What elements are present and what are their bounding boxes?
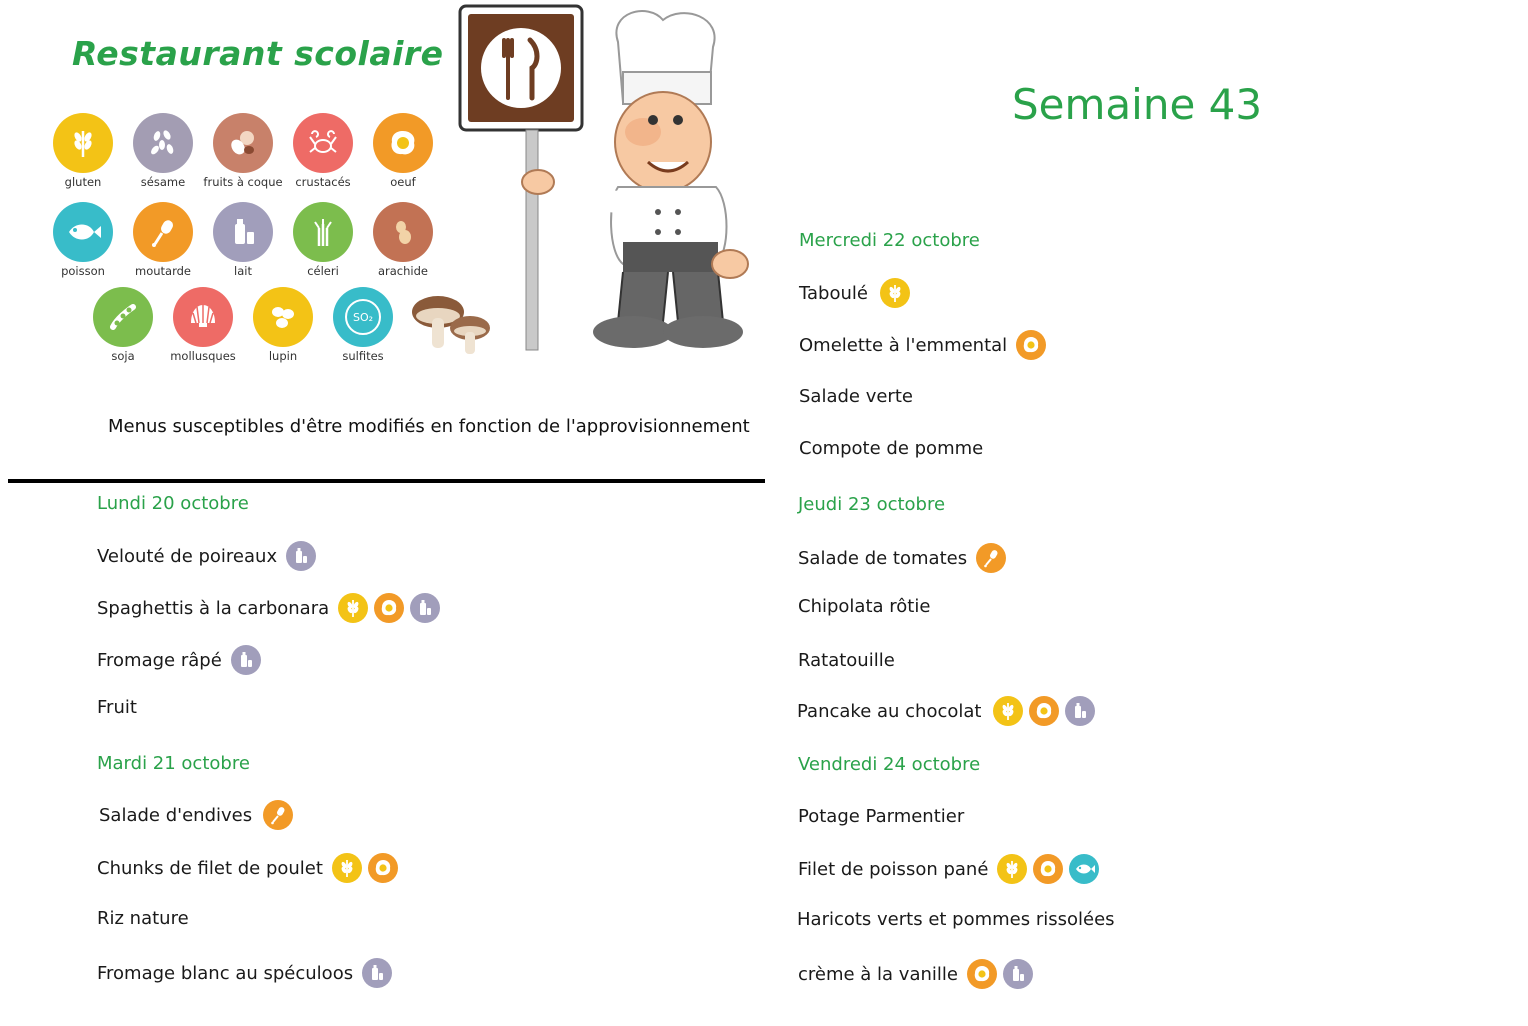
legend-sulfites (323, 287, 403, 363)
legend-sesame (123, 113, 203, 189)
legend-label: moutarde (135, 264, 191, 278)
legend-moutarde (123, 202, 203, 278)
menu-item-name: Fromage râpé (97, 649, 222, 671)
menu-item (798, 596, 930, 617)
menu-item (799, 386, 913, 407)
legend-label: céleri (307, 264, 339, 278)
menu-item (798, 806, 964, 827)
mustard-icon (976, 543, 1006, 573)
legend-lait (203, 202, 283, 278)
menu-item (798, 854, 1099, 884)
legend-soja (83, 287, 163, 363)
peanut-icon (373, 202, 433, 262)
nuts-icon (213, 113, 273, 173)
day-title-vendredi: Vendredi 24 octobre (798, 754, 981, 775)
legend-fruits-a-coque (203, 113, 283, 189)
menu-item (797, 909, 1115, 930)
soy-icon (93, 287, 153, 347)
menu-item-name: Salade d'endives (99, 804, 253, 826)
mustard-icon (263, 800, 293, 830)
fish-icon (53, 202, 113, 262)
milk-icon (1003, 959, 1033, 989)
legend-label: lait (234, 264, 252, 278)
menu-item-name: Riz nature (97, 908, 189, 929)
legend-label: fruits à coque (203, 175, 283, 189)
legend-arachide (363, 202, 443, 278)
shell-icon (173, 287, 233, 347)
crab-icon (293, 113, 353, 173)
menu-item (97, 645, 261, 675)
egg-icon (1016, 330, 1046, 360)
menu-item-name: Omelette à l'emmental (799, 334, 1008, 356)
menu-item-name: Taboulé (799, 282, 868, 304)
menu-item (97, 908, 189, 929)
menu-item-name: Chipolata rôtie (798, 596, 931, 617)
celery-icon (293, 202, 353, 262)
menu-item-name: Fruit (97, 697, 137, 718)
mustard-icon (133, 202, 193, 262)
egg-icon (967, 959, 997, 989)
menu-item (797, 696, 1095, 726)
sulfite-text: SO₂ (345, 299, 381, 335)
chef-illustration (458, 2, 756, 370)
menu-item (97, 958, 392, 988)
menu-item-name: Spaghettis à la carbonara (97, 597, 330, 619)
menu-item-name: Filet de poisson pané (798, 858, 989, 880)
legend-label: crustacés (295, 175, 351, 189)
legend-label: soja (111, 349, 135, 363)
menu-item (799, 278, 910, 308)
legend-label: mollusques (170, 349, 236, 363)
day-title-mercredi: Mercredi 22 octobre (799, 230, 980, 251)
legend-label: sulfites (342, 349, 384, 363)
egg-icon (368, 853, 398, 883)
wheat-icon (997, 854, 1027, 884)
day-title-lundi: Lundi 20 octobre (97, 493, 249, 514)
menu-item (97, 853, 398, 883)
day-title-mardi: Mardi 21 octobre (97, 753, 250, 774)
legend-label: arachide (377, 264, 428, 278)
menu-item-name: Pancake au chocolat (797, 700, 982, 722)
egg-icon (373, 113, 433, 173)
menu-item (97, 593, 440, 623)
menu-item-name: Velouté de poireaux (97, 545, 278, 567)
menu-item-name: Salade de tomates (798, 547, 968, 569)
menu-item (798, 959, 1033, 989)
menu-item-name: Chunks de filet de poulet (97, 857, 323, 879)
wheat-icon (332, 853, 362, 883)
day-title-jeudi: Jeudi 23 octobre (798, 494, 946, 515)
menu-item (799, 330, 1046, 360)
milk-icon (231, 645, 261, 675)
legend-poisson (43, 202, 123, 278)
milk-icon (362, 958, 392, 988)
sulfite-icon (333, 287, 393, 347)
legend-label: sésame (140, 175, 186, 189)
restaurant-title: Restaurant scolaire (72, 34, 444, 73)
legend-mollusques (163, 287, 243, 363)
menu-disclaimer: Menus susceptibles d'être modifiés en fonction de l'approvisionnement (108, 416, 750, 437)
menu-item-name: Haricots verts et pommes rissolées (797, 909, 1115, 930)
menu-item (798, 650, 895, 671)
legend-label: gluten (64, 175, 102, 189)
milk-icon (286, 541, 316, 571)
legend-label: lupin (268, 349, 298, 363)
wheat-icon (880, 278, 910, 308)
legend-oeuf (363, 113, 443, 189)
week-title: Semaine 43 (1012, 80, 1263, 129)
lupin-icon (253, 287, 313, 347)
menu-item (799, 438, 983, 459)
legend-crustaces (283, 113, 363, 189)
menu-item (97, 697, 137, 718)
fish-icon (1069, 854, 1099, 884)
wheat-icon (53, 113, 113, 173)
divider-line (8, 479, 765, 483)
menu-item (97, 541, 316, 571)
menu-item (798, 543, 1006, 573)
allergen-legend (50, 105, 450, 375)
menu-item-name: Compote de pomme (799, 438, 984, 459)
menu-item-name: Fromage blanc au spéculoos (97, 962, 354, 984)
menu-item-name: Potage Parmentier (798, 806, 965, 827)
egg-icon (1029, 696, 1059, 726)
menu-item-name: crème à la vanille (798, 963, 958, 985)
milk-icon (213, 202, 273, 262)
legend-celeri (283, 202, 363, 278)
egg-icon (1033, 854, 1063, 884)
legend-label: oeuf (390, 175, 416, 189)
legend-lupin (243, 287, 323, 363)
milk-icon (1065, 696, 1095, 726)
menu-item (99, 800, 293, 830)
wheat-icon (338, 593, 368, 623)
menu-item-name: Salade verte (799, 386, 913, 407)
sesame-icon (133, 113, 193, 173)
legend-gluten (43, 113, 123, 189)
menu-item-name: Ratatouille (798, 650, 895, 671)
milk-icon (410, 593, 440, 623)
wheat-icon (993, 696, 1023, 726)
egg-icon (374, 593, 404, 623)
legend-label: poisson (61, 264, 105, 278)
